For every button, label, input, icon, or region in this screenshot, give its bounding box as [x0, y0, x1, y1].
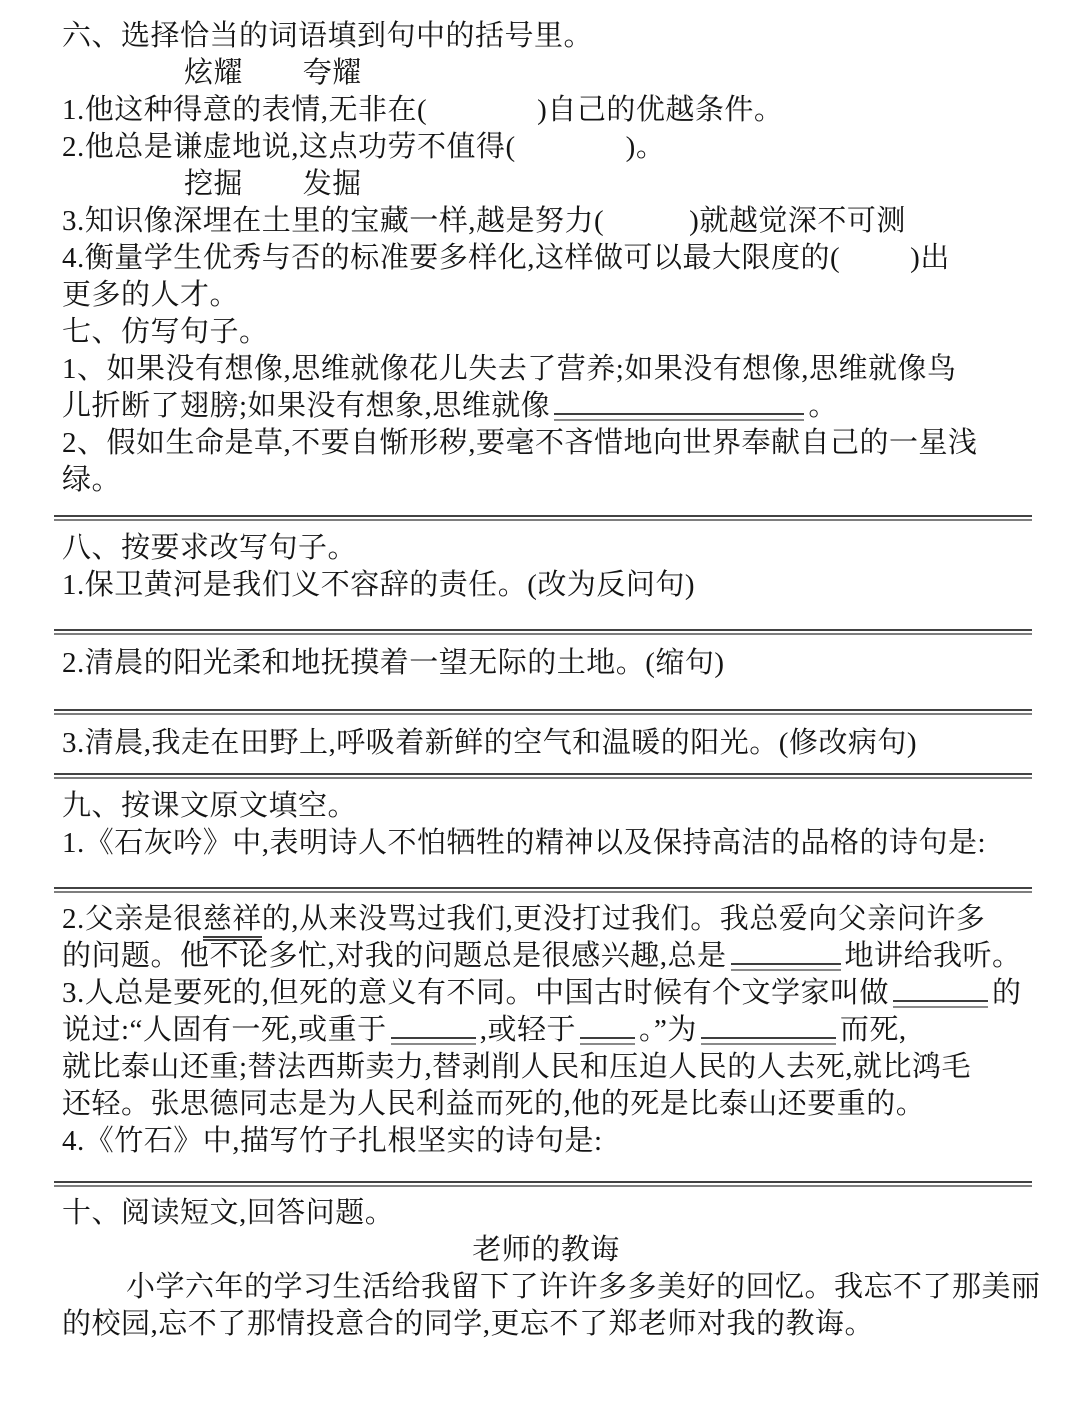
question-text: 2.他总是谦虚地说,这点功劳不值得( [62, 131, 516, 163]
question-line [62, 462, 1030, 499]
question-text: )。 [625, 131, 666, 163]
question-text: 2、假如生命是草,不要自惭形秽,要毫不吝惜地向世界奉献自己的一星浅 [62, 427, 978, 459]
question-line [62, 1086, 1030, 1123]
question-line [62, 92, 1030, 129]
question-text: 1.保卫黄河是我们义不容辞的责任。(改为反问句) [62, 569, 696, 601]
fill-in-blank [701, 1037, 836, 1045]
question-text: 地讲给我听。 [844, 940, 1022, 972]
question-text: 就比泰山还重;替法西斯卖力,替剥削人民和压迫人民的人去死,就比鸿毛 [62, 1051, 972, 1083]
answer-divider [54, 887, 1032, 893]
word-bank-item: 炫耀 [184, 57, 244, 89]
word-bank-item: 夸耀 [302, 57, 362, 89]
question-text: 1.他这种得意的表情,无非在( [62, 94, 428, 126]
section-8-heading: 八、按要求改写句子。 [62, 532, 358, 564]
question-text: 3.人总是要死的,但死的意义有不同。中国古时候有个文学家叫做 [62, 977, 890, 1009]
question-text: 2.父亲是很 [62, 903, 203, 935]
question-line [62, 567, 1030, 604]
section-6-heading: 六、选择恰当的词语填到句中的括号里。 [62, 20, 594, 52]
question-line [62, 351, 1030, 388]
question-line [62, 203, 1030, 240]
question-text: 。”为 [638, 1014, 697, 1046]
question-line [62, 425, 1030, 462]
question-text: 。 [808, 390, 838, 422]
question-text: 4.《竹石》中,描写竹子扎根坚实的诗句是: [62, 1125, 603, 1157]
question-text: 3.知识像深埋在土里的宝藏一样,越是努力( [62, 205, 605, 237]
passage-text: 的校园,忘不了那情投意合的同学,更忘不了郑老师对我的教诲。 [62, 1308, 875, 1340]
passage-text: 小学六年的学习生活给我留下了许许多多美好的回忆。我忘不了那美丽 [126, 1271, 1041, 1303]
question-text: 的,从来没骂过我们,更没打过我们。我总爱向父亲问许多 [261, 903, 986, 935]
question-line [62, 240, 1030, 277]
question-text: 说过:“人固有一死,或重于 [62, 1014, 387, 1046]
word-bank-item: 挖掘 [184, 168, 244, 200]
passage-text-line [62, 1269, 1041, 1306]
question-text: 1.《石灰吟》中,表明诗人不怕牺牲的精神以及保持高洁的品格的诗句是: [62, 827, 987, 859]
question-line [62, 938, 1030, 975]
fill-in-blank [893, 1000, 988, 1008]
answer-divider [54, 709, 1032, 715]
passage-text-line [62, 1306, 1030, 1343]
question-line [62, 825, 1030, 862]
question-text: )出 [910, 242, 950, 274]
passage-title: 老师的教诲 [472, 1234, 620, 1266]
question-line [62, 1049, 1030, 1086]
question-text: )就越觉深不可测 [689, 205, 906, 237]
question-text: 3.清晨,我走在田野上,呼吸着新鲜的空气和温暖的阳光。(修改病句) [62, 727, 918, 759]
question-line [62, 975, 1030, 1012]
fill-in-blank [580, 1037, 635, 1045]
fill-in-blank [554, 413, 804, 421]
question-line [62, 277, 1030, 314]
question-text: )自己的优越条件。 [537, 94, 784, 126]
word-bank-row [62, 166, 1030, 203]
question-text: 绿。 [62, 464, 122, 496]
question-text: 4.衡量学生优秀与否的标准要多样化,这样做可以最大限度的( [62, 242, 841, 274]
question-text: 的 [992, 977, 1022, 1009]
underlined-word: 慈祥 [203, 903, 262, 941]
question-line [62, 725, 1030, 762]
section-7-heading: 七、仿写句子。 [62, 316, 269, 348]
question-text: 更多的人才。 [62, 279, 240, 311]
section-9-heading: 九、按课文原文填空。 [62, 790, 358, 822]
question-text: ,或轻于 [479, 1014, 576, 1046]
fill-in-blank [731, 963, 841, 971]
question-line [62, 645, 1030, 682]
question-text: 1、如果没有想像,思维就像花儿失去了营养;如果没有想像,思维就像鸟 [62, 353, 957, 385]
fill-in-blank [391, 1037, 476, 1045]
question-line [62, 388, 1030, 425]
question-line [62, 129, 1030, 166]
question-text: 而死, [839, 1014, 907, 1046]
word-bank-row [62, 55, 1030, 92]
section-10-heading: 十、阅读短文,回答问题。 [62, 1197, 395, 1229]
question-text: 还轻。张思德同志是为人民利益而死的,他的死是比泰山还要重的。 [62, 1088, 926, 1120]
section-divider [54, 1181, 1032, 1187]
question-text: 儿折断了翅膀;如果没有想象,思维就像 [62, 390, 551, 422]
answer-divider [54, 629, 1032, 635]
question-line [62, 901, 1030, 938]
section-divider [54, 515, 1032, 521]
question-text: 的问题。他不论多忙,对我的问题总是很感兴趣,总是 [62, 940, 727, 972]
question-text: 2.清晨的阳光柔和地抚摸着一望无际的土地。(缩句) [62, 647, 725, 679]
question-line [62, 1012, 1030, 1049]
word-bank-item: 发掘 [302, 168, 362, 200]
question-line [62, 1123, 1030, 1160]
answer-divider [54, 773, 1032, 779]
